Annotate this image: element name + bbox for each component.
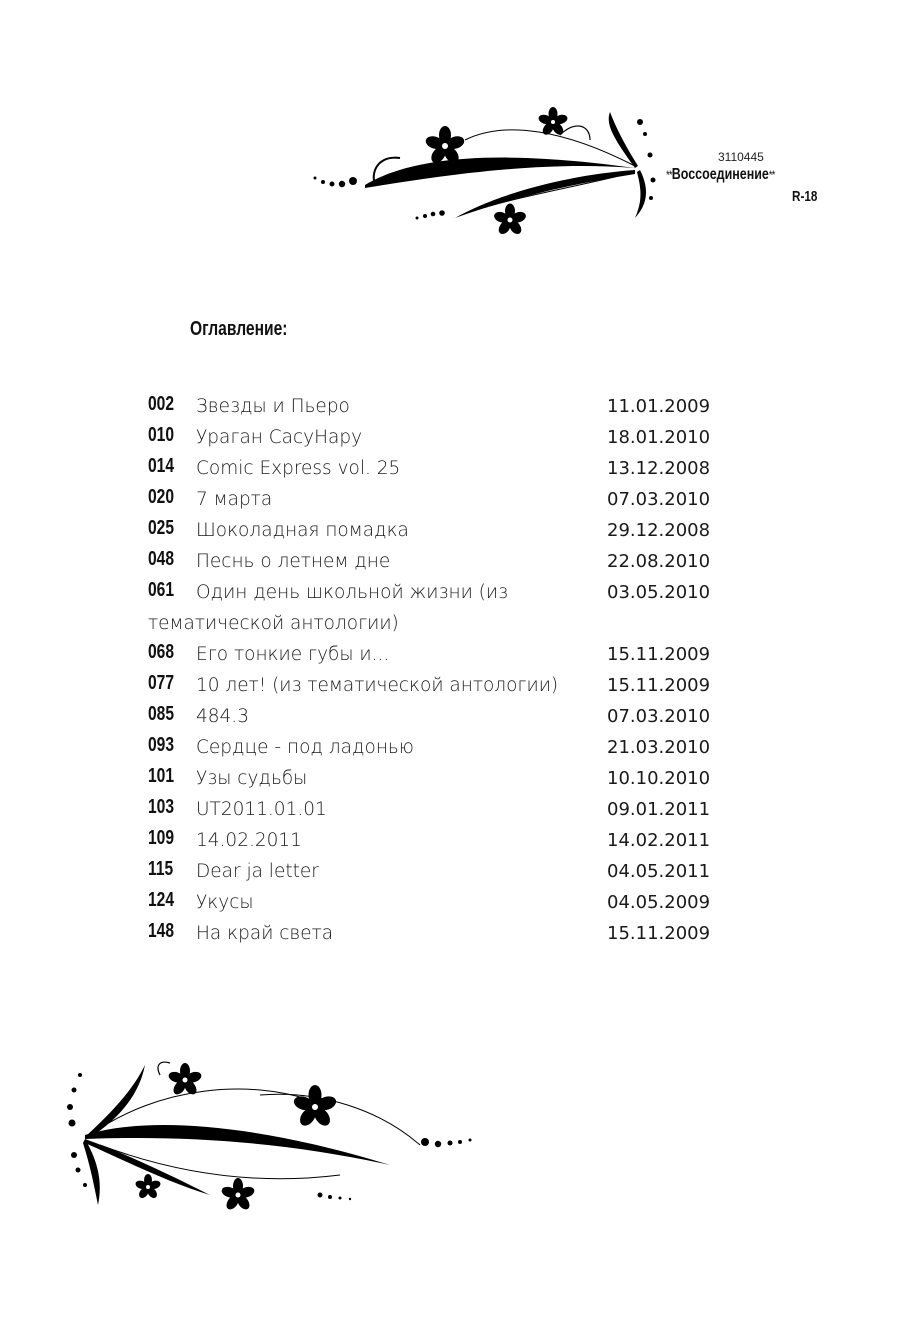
toc-title: Ураган СасуНару (196, 427, 363, 448)
toc-entry (148, 577, 718, 639)
toc-entry (148, 701, 718, 732)
toc-page-number: 115 (148, 858, 174, 880)
toc-page-number: 061 (148, 579, 175, 601)
toc-entry (148, 453, 718, 484)
toc-page-number: 101 (148, 765, 175, 787)
book-title (666, 166, 775, 184)
toc-date: 29.12.2008 (607, 520, 711, 541)
toc-page-number: 093 (148, 734, 175, 756)
toc-date: 18.01.2010 (607, 427, 711, 448)
toc-page-number: 077 (148, 672, 175, 694)
toc-page-number: 002 (148, 393, 175, 415)
toc-page-number: 068 (148, 641, 175, 663)
floral-ornament-top (305, 100, 665, 245)
floral-ornament-bottom (60, 1055, 485, 1225)
title-stars-right: ** (768, 168, 775, 182)
toc-date: 14.02.2011 (607, 830, 711, 851)
toc-page-number: 020 (148, 486, 175, 508)
toc-date: 03.05.2010 (607, 582, 711, 603)
toc-title: На край света (196, 923, 334, 944)
toc-entry (148, 546, 718, 577)
toc-title: 10 лет! (из тематической антологии) (196, 675, 559, 696)
table-of-contents (148, 391, 718, 949)
catalog-code: 3110445 (718, 150, 764, 164)
toc-date: 04.05.2011 (607, 861, 711, 882)
toc-entry (148, 422, 718, 453)
toc-page-number: 148 (148, 920, 175, 942)
toc-entry (148, 670, 718, 701)
toc-page-number: 014 (148, 455, 175, 477)
toc-title: Dear ja letter (196, 861, 319, 882)
toc-title: 484.3 (196, 706, 249, 727)
toc-entry (148, 794, 718, 825)
toc-title: 7 марта (196, 489, 273, 510)
toc-entry (148, 825, 718, 856)
toc-title: Его тонкие губы и... (196, 644, 390, 665)
toc-entry (148, 484, 718, 515)
toc-title: Укусы (196, 892, 254, 913)
toc-title: Песнь о летнем дне (196, 551, 391, 572)
toc-entry (148, 732, 718, 763)
toc-entry (148, 515, 718, 546)
toc-entry (148, 391, 718, 422)
toc-title: 14.02.2011 (196, 830, 302, 851)
toc-title: Звезды и Пьеро (196, 396, 350, 417)
toc-title: Шоколадная помадка (196, 520, 409, 541)
toc-date: 21.03.2010 (607, 737, 711, 758)
toc-page-number: 085 (148, 703, 175, 725)
toc-page-number: 124 (148, 889, 175, 911)
toc-date: 22.08.2010 (607, 551, 711, 572)
title-stars-left: ** (666, 168, 672, 182)
toc-date: 13.12.2008 (607, 458, 711, 479)
toc-date: 04.05.2009 (607, 892, 711, 913)
toc-title: UT2011.01.01 (196, 799, 327, 820)
toc-page-number: 010 (148, 424, 175, 446)
book-title-text: Воссоединение (671, 166, 769, 183)
toc-page-number: 109 (148, 827, 175, 849)
toc-date: 15.11.2009 (607, 923, 711, 944)
toc-title: Сердце - под ладонью (196, 737, 414, 758)
toc-page-number: 103 (148, 796, 175, 818)
toc-heading: Оглавление: (190, 318, 288, 340)
toc-date: 15.11.2009 (607, 675, 711, 696)
toc-date: 09.01.2011 (607, 799, 711, 820)
toc-entry (148, 918, 718, 949)
toc-title: Узы судьбы (196, 768, 308, 789)
toc-entry (148, 639, 718, 670)
toc-entry (148, 887, 718, 918)
toc-page-number: 025 (148, 517, 175, 539)
toc-title-line1: Один день школьной жизни (из (196, 582, 509, 603)
toc-title-line2: тематической антологии) (148, 613, 399, 634)
toc-date: 11.01.2009 (607, 396, 711, 417)
toc-title: Comic Express vol. 25 (196, 458, 401, 479)
toc-date: 07.03.2010 (607, 489, 711, 510)
toc-entry (148, 856, 718, 887)
age-rating: R-18 (792, 188, 818, 205)
toc-date: 07.03.2010 (607, 706, 711, 727)
toc-date: 15.11.2009 (607, 644, 711, 665)
toc-entry (148, 763, 718, 794)
toc-page-number: 048 (148, 548, 175, 570)
toc-date: 10.10.2010 (607, 768, 711, 789)
